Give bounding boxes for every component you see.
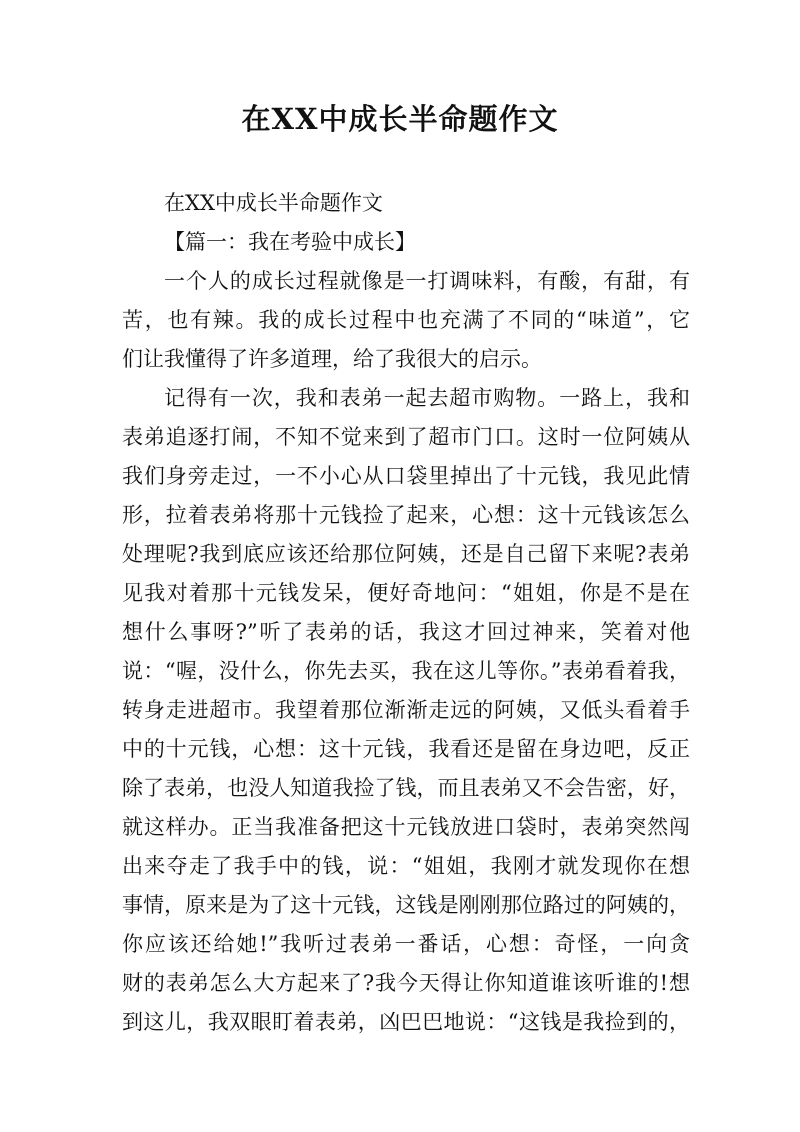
text-line: 你应该还给她!”我听过表弟一番话，心想：奇怪，一向贪 <box>122 932 690 956</box>
text-line: 转身走进超市。我望着那位渐渐走远的阿姨，又低头看着手 <box>122 698 690 722</box>
text-line: 形，拉着表弟将那十元钱捡了起来，心想：这十元钱该怎么 <box>122 503 690 527</box>
document-body <box>122 184 690 1042</box>
text-line: 说：“喔，没什么，你先去买，我在这儿等你。”表弟看着我， <box>122 659 690 683</box>
text-line: 【篇一：我在考验中成长】 <box>164 230 416 254</box>
text-line: 们让我懂得了许多道理，给了我很大的启示。 <box>122 347 542 371</box>
text-line: 想什么事呀?”听了表弟的话，我这才回过神来，笑着对他 <box>122 620 690 644</box>
text-line: 到这儿，我双眼盯着表弟，凶巴巴地说：“这钱是我捡到的， <box>122 1010 690 1034</box>
text-line: 除了表弟，也没人知道我捡了钱，而且表弟又不会告密，好， <box>122 776 690 800</box>
text-line: 就这样办。正当我准备把这十元钱放进口袋时，表弟突然闯 <box>122 815 690 839</box>
document-title: 在XX中成长半命题作文 <box>241 102 559 136</box>
text-line: 财的表弟怎么大方起来了?我今天得让你知道谁该听谁的!想 <box>122 971 690 995</box>
text-line: 在XX中成长半命题作文 <box>164 191 383 215</box>
text-line: 事情，原来是为了这十元钱，这钱是刚刚那位路过的阿姨的， <box>122 893 690 917</box>
text-line: 处理呢?我到底应该还给那位阿姨，还是自己留下来呢?表弟 <box>122 542 690 566</box>
text-line: 苦，也有辣。我的成长过程中也充满了不同的“味道”，它 <box>122 308 690 332</box>
text-line: 我们身旁走过，一不小心从口袋里掉出了十元钱，我见此情 <box>122 464 690 488</box>
text-line: 见我对着那十元钱发呆，便好奇地问：“姐姐，你是不是在 <box>122 581 690 605</box>
text-line: 表弟追逐打闹，不知不觉来到了超市门口。这时一位阿姨从 <box>122 425 690 449</box>
text-line: 一个人的成长过程就像是一打调味料，有酸，有甜，有 <box>164 269 690 293</box>
text-line: 出来夺走了我手中的钱，说：“姐姐，我刚才就发现你在想 <box>122 854 690 878</box>
text-line: 记得有一次，我和表弟一起去超市购物。一路上，我和 <box>164 386 690 410</box>
text-line: 中的十元钱，心想：这十元钱，我看还是留在身边吧，反正 <box>122 737 690 761</box>
